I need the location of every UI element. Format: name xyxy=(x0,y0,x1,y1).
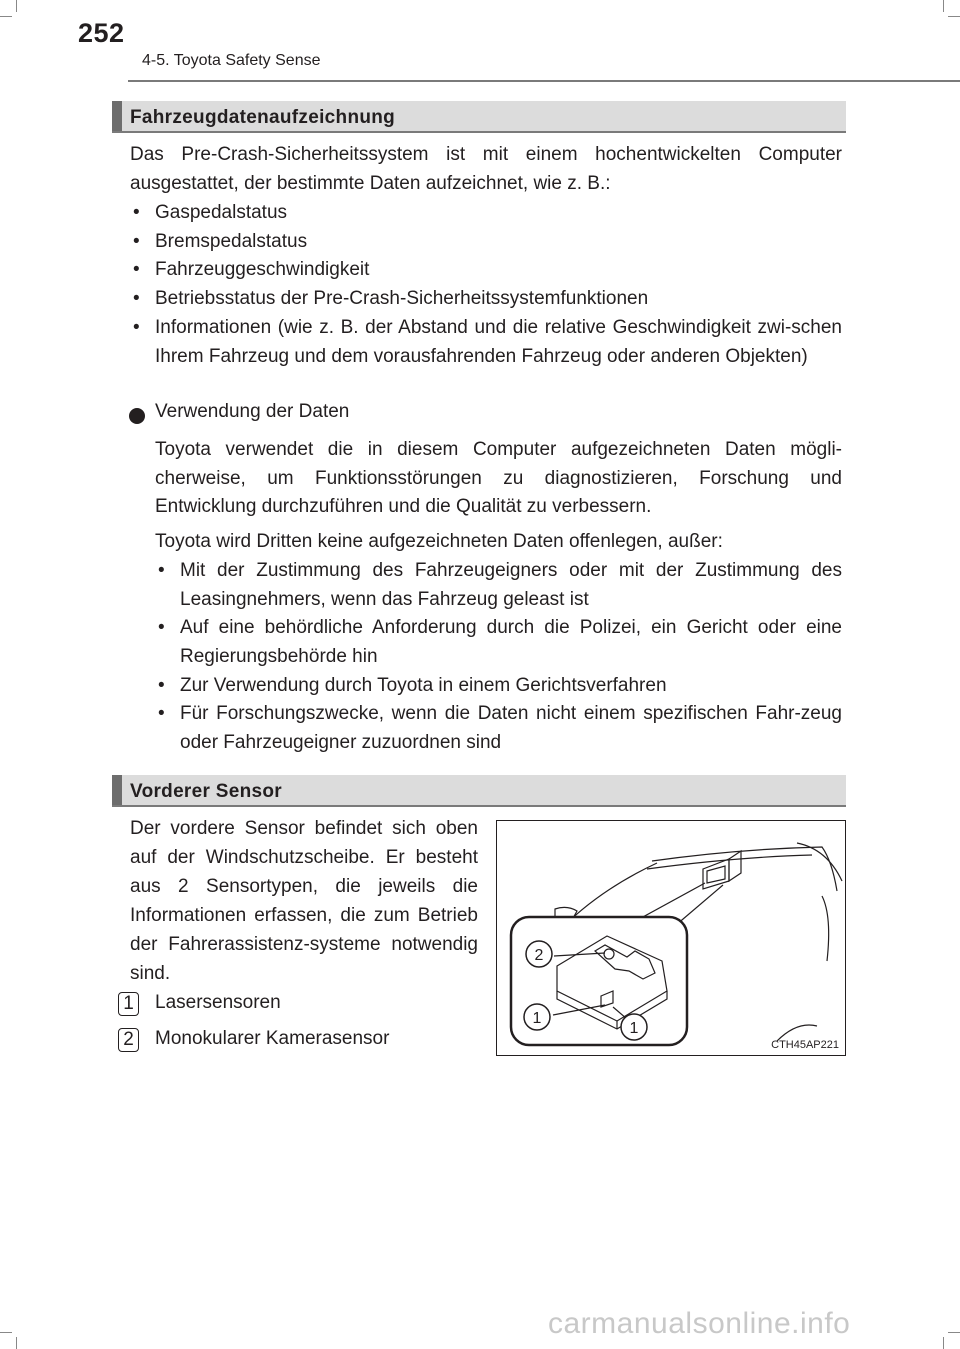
crop-mark xyxy=(943,1337,944,1349)
section-heading-text: Fahrzeugdatenaufzeichnung xyxy=(130,107,396,128)
windshield-sensor-icon xyxy=(497,821,845,1055)
item-number-badge: 1 xyxy=(118,992,139,1016)
list-item: • Mit der Zustimmung des Fahrzeugeigners oder mit der Zustimmung des Leasingnehmers, wenn das Fahrzeug geleast ist xyxy=(180,557,842,614)
section-heading-text: Vorderer Sensor xyxy=(130,781,282,802)
list-item: • Fahrzeuggeschwindigkeit xyxy=(155,256,842,285)
header-rule xyxy=(128,80,960,82)
list-item: • Gaspedalstatus xyxy=(155,199,842,228)
section-heading-data-recording xyxy=(112,101,846,133)
crop-mark xyxy=(0,1332,12,1333)
list-item: • Zur Verwendung durch Toyota in einem Gerichtsverfahren xyxy=(180,672,842,701)
watermark: carmanualsonline.info xyxy=(548,1307,851,1340)
sensor-paragraph: Der vordere Sensor befindet sich oben auf der Windschutzscheibe. Er besteht aus 2 Sensortypen, die jeweils die Informationen erfassen, die zum Betrieb der Fahrerassistenz-systeme notwendig sind. xyxy=(130,818,478,984)
crop-mark xyxy=(948,1332,960,1333)
usage-heading: Verwendung der Daten xyxy=(155,401,350,422)
sensor-illustration xyxy=(496,820,846,1056)
figure-code: CTH45AP221 xyxy=(771,1039,839,1051)
list-item: • Bremspedalstatus xyxy=(155,228,842,257)
camera-sensor-label: Monokularer Kamerasensor xyxy=(155,1028,390,1049)
callout-2: 2 xyxy=(534,947,544,964)
section-heading-front-sensor xyxy=(112,775,846,807)
crop-mark xyxy=(0,16,12,17)
list-item: • Informationen (wie z. B. der Abstand und die relative Geschwindigkeit zwi-schen Ihrem Fahrzeug und dem vorausfahrenden Fahrzeug oder anderen Objekten) xyxy=(155,314,842,371)
disclosure-paragraph: Toyota wird Dritten keine aufgezeichneten Daten offenlegen, außer: xyxy=(155,531,723,552)
page-number: 252 xyxy=(78,18,125,48)
laser-sensor-label: Lasersensoren xyxy=(155,992,281,1013)
intro-paragraph: Das Pre-Crash-Sicherheitssystem ist mit einem hochentwickelten Computer ausgestattet, der bestimmte Daten aufzeichnet, wie z. B.: xyxy=(130,144,842,194)
bullet-circle-icon xyxy=(129,408,145,424)
crop-mark xyxy=(943,0,944,12)
list-item: • Für Forschungszwecke, wenn die Daten nicht einem spezifischen Fahr-zeug oder Fahrzeugeigner zuzuordnen sind xyxy=(180,700,842,757)
callout-1: 1 xyxy=(629,1020,639,1037)
crop-mark xyxy=(16,0,17,12)
chapter-title: 4-5. Toyota Safety Sense xyxy=(142,52,321,69)
crop-mark xyxy=(16,1337,17,1349)
list-item: • Betriebsstatus der Pre-Crash-Sicherheitssystemfunktionen xyxy=(155,285,842,314)
crop-mark xyxy=(948,16,960,17)
usage-paragraph: Toyota verwendet die in diesem Computer aufgezeichneten Daten mögli-cherweise, um Funktionsstörungen zu diagnostizieren, Forschung und Entwicklung durchzuführen und die Qualität zu verbessern. xyxy=(155,439,842,518)
callout-1: 1 xyxy=(532,1010,542,1027)
item-number-badge: 2 xyxy=(118,1028,139,1052)
list-item: • Auf eine behördliche Anforderung durch die Polizei, ein Gericht oder eine Regierungsbehörde hin xyxy=(180,614,842,671)
